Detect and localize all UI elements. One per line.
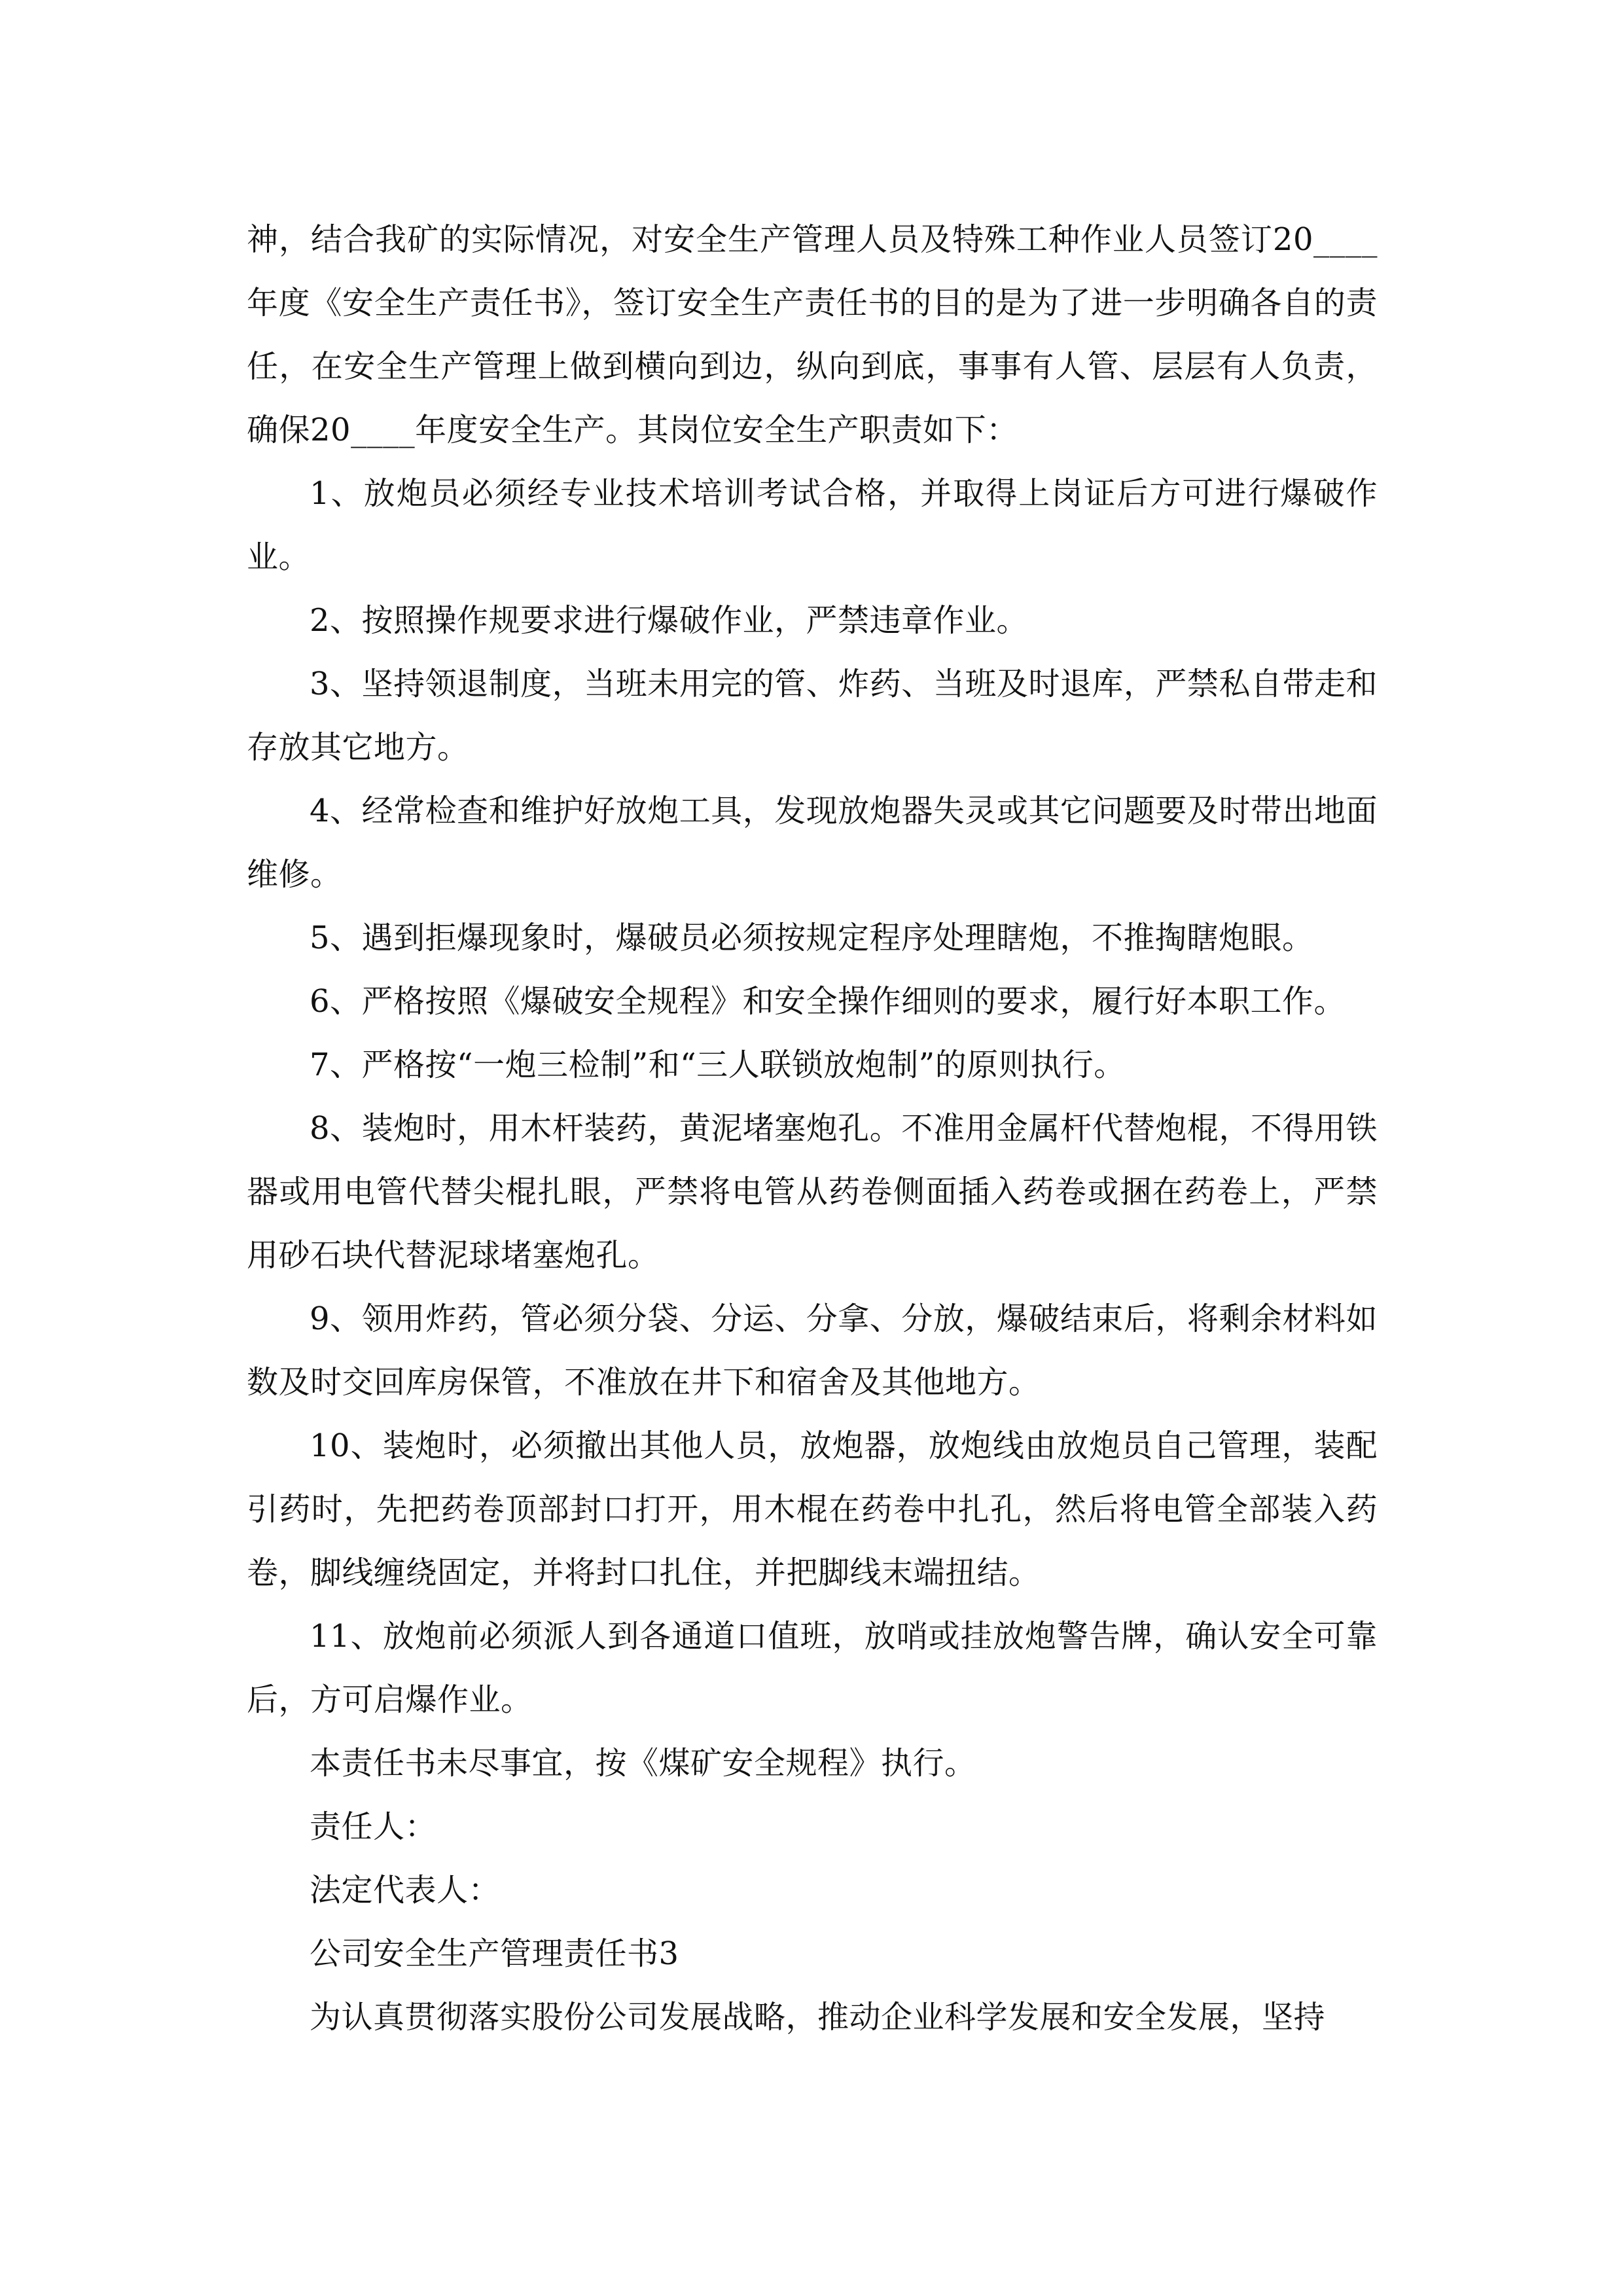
- paragraph-intro-continuation: 神，结合我矿的实际情况，对安全生产管理人员及特殊工种作业人员签订20____年度《安全生产责任书》，签订安全生产责任书的目的是为了进一步明确各自的责任，在安全生产管理上做到横向到边，纵向到底，事事有人管、层层有人负责，确保20____年度安全生产。其岗位安全生产职责如下：: [247, 221, 1378, 448]
- duty-item-6: 6、严格按照《爆破安全规程》和安全操作细则的要求，履行好本职工作。: [310, 983, 1346, 1020]
- section-heading: 公司安全生产管理责任书3: [310, 1935, 679, 1972]
- duty-item-9: 9、领用炸药，管必须分袋、分运、分拿、分放，爆破结束后，将剩余材料如数及时交回库房保管，不准放在井下和宿舍及其他地方。: [247, 1300, 1378, 1401]
- document-body: [247, 208, 1378, 2049]
- duty-item-8: 8、装炮时，用木杆装药，黄泥堵塞炮孔。不准用金属杆代替炮棍，不得用铁器或用电管代替尖棍扎眼，严禁将电管从药卷侧面插入药卷或捆在药卷上，严禁用砂石块代替泥球堵塞炮孔。: [247, 1110, 1378, 1274]
- section-intro: 为认真贯彻落实股份公司发展战略，推动企业科学发展和安全发展，坚持: [310, 1999, 1326, 2036]
- closing-note: 本责任书未尽事宜，按《煤矿安全规程》执行。: [310, 1745, 976, 1782]
- duty-item-5: 5、遇到拒爆现象时，爆破员必须按规定程序处理瞎炮，不推掏瞎炮眼。: [310, 920, 1314, 956]
- responsible-person-label: 责任人：: [310, 1808, 437, 1845]
- duty-item-11: 11、放炮前必须派人到各通道口值班，放哨或挂放炮警告牌，确认安全可靠后，方可启爆作业。: [247, 1618, 1378, 1718]
- duty-item-2: 2、按照操作规要求进行爆破作业，严禁违章作业。: [310, 602, 1029, 639]
- legal-representative-label: 法定代表人：: [310, 1872, 501, 1909]
- duty-item-10: 10、装炮时，必须撤出其他人员，放炮器，放炮线由放炮员自己管理，装配引药时，先把药卷顶部封口打开，用木棍在药卷中扎孔，然后将电管全部装入药卷，脚线缠绕固定，并将封口扎住，并把脚线末端扭结。: [247, 1427, 1378, 1591]
- duty-item-7: 7、严格按“一炮三检制”和“三人联锁放炮制”的原则执行。: [310, 1047, 1126, 1083]
- duty-item-4: 4、经常检查和维护好放炮工具，发现放炮器失灵或其它问题要及时带出地面维修。: [247, 793, 1378, 893]
- duty-item-3: 3、坚持领退制度，当班未用完的管、炸药、当班及时退库，严禁私自带走和存放其它地方。: [247, 666, 1378, 766]
- duty-item-1: 1、放炮员必须经专业技术培训考试合格，并取得上岗证后方可进行爆破作业。: [247, 475, 1378, 575]
